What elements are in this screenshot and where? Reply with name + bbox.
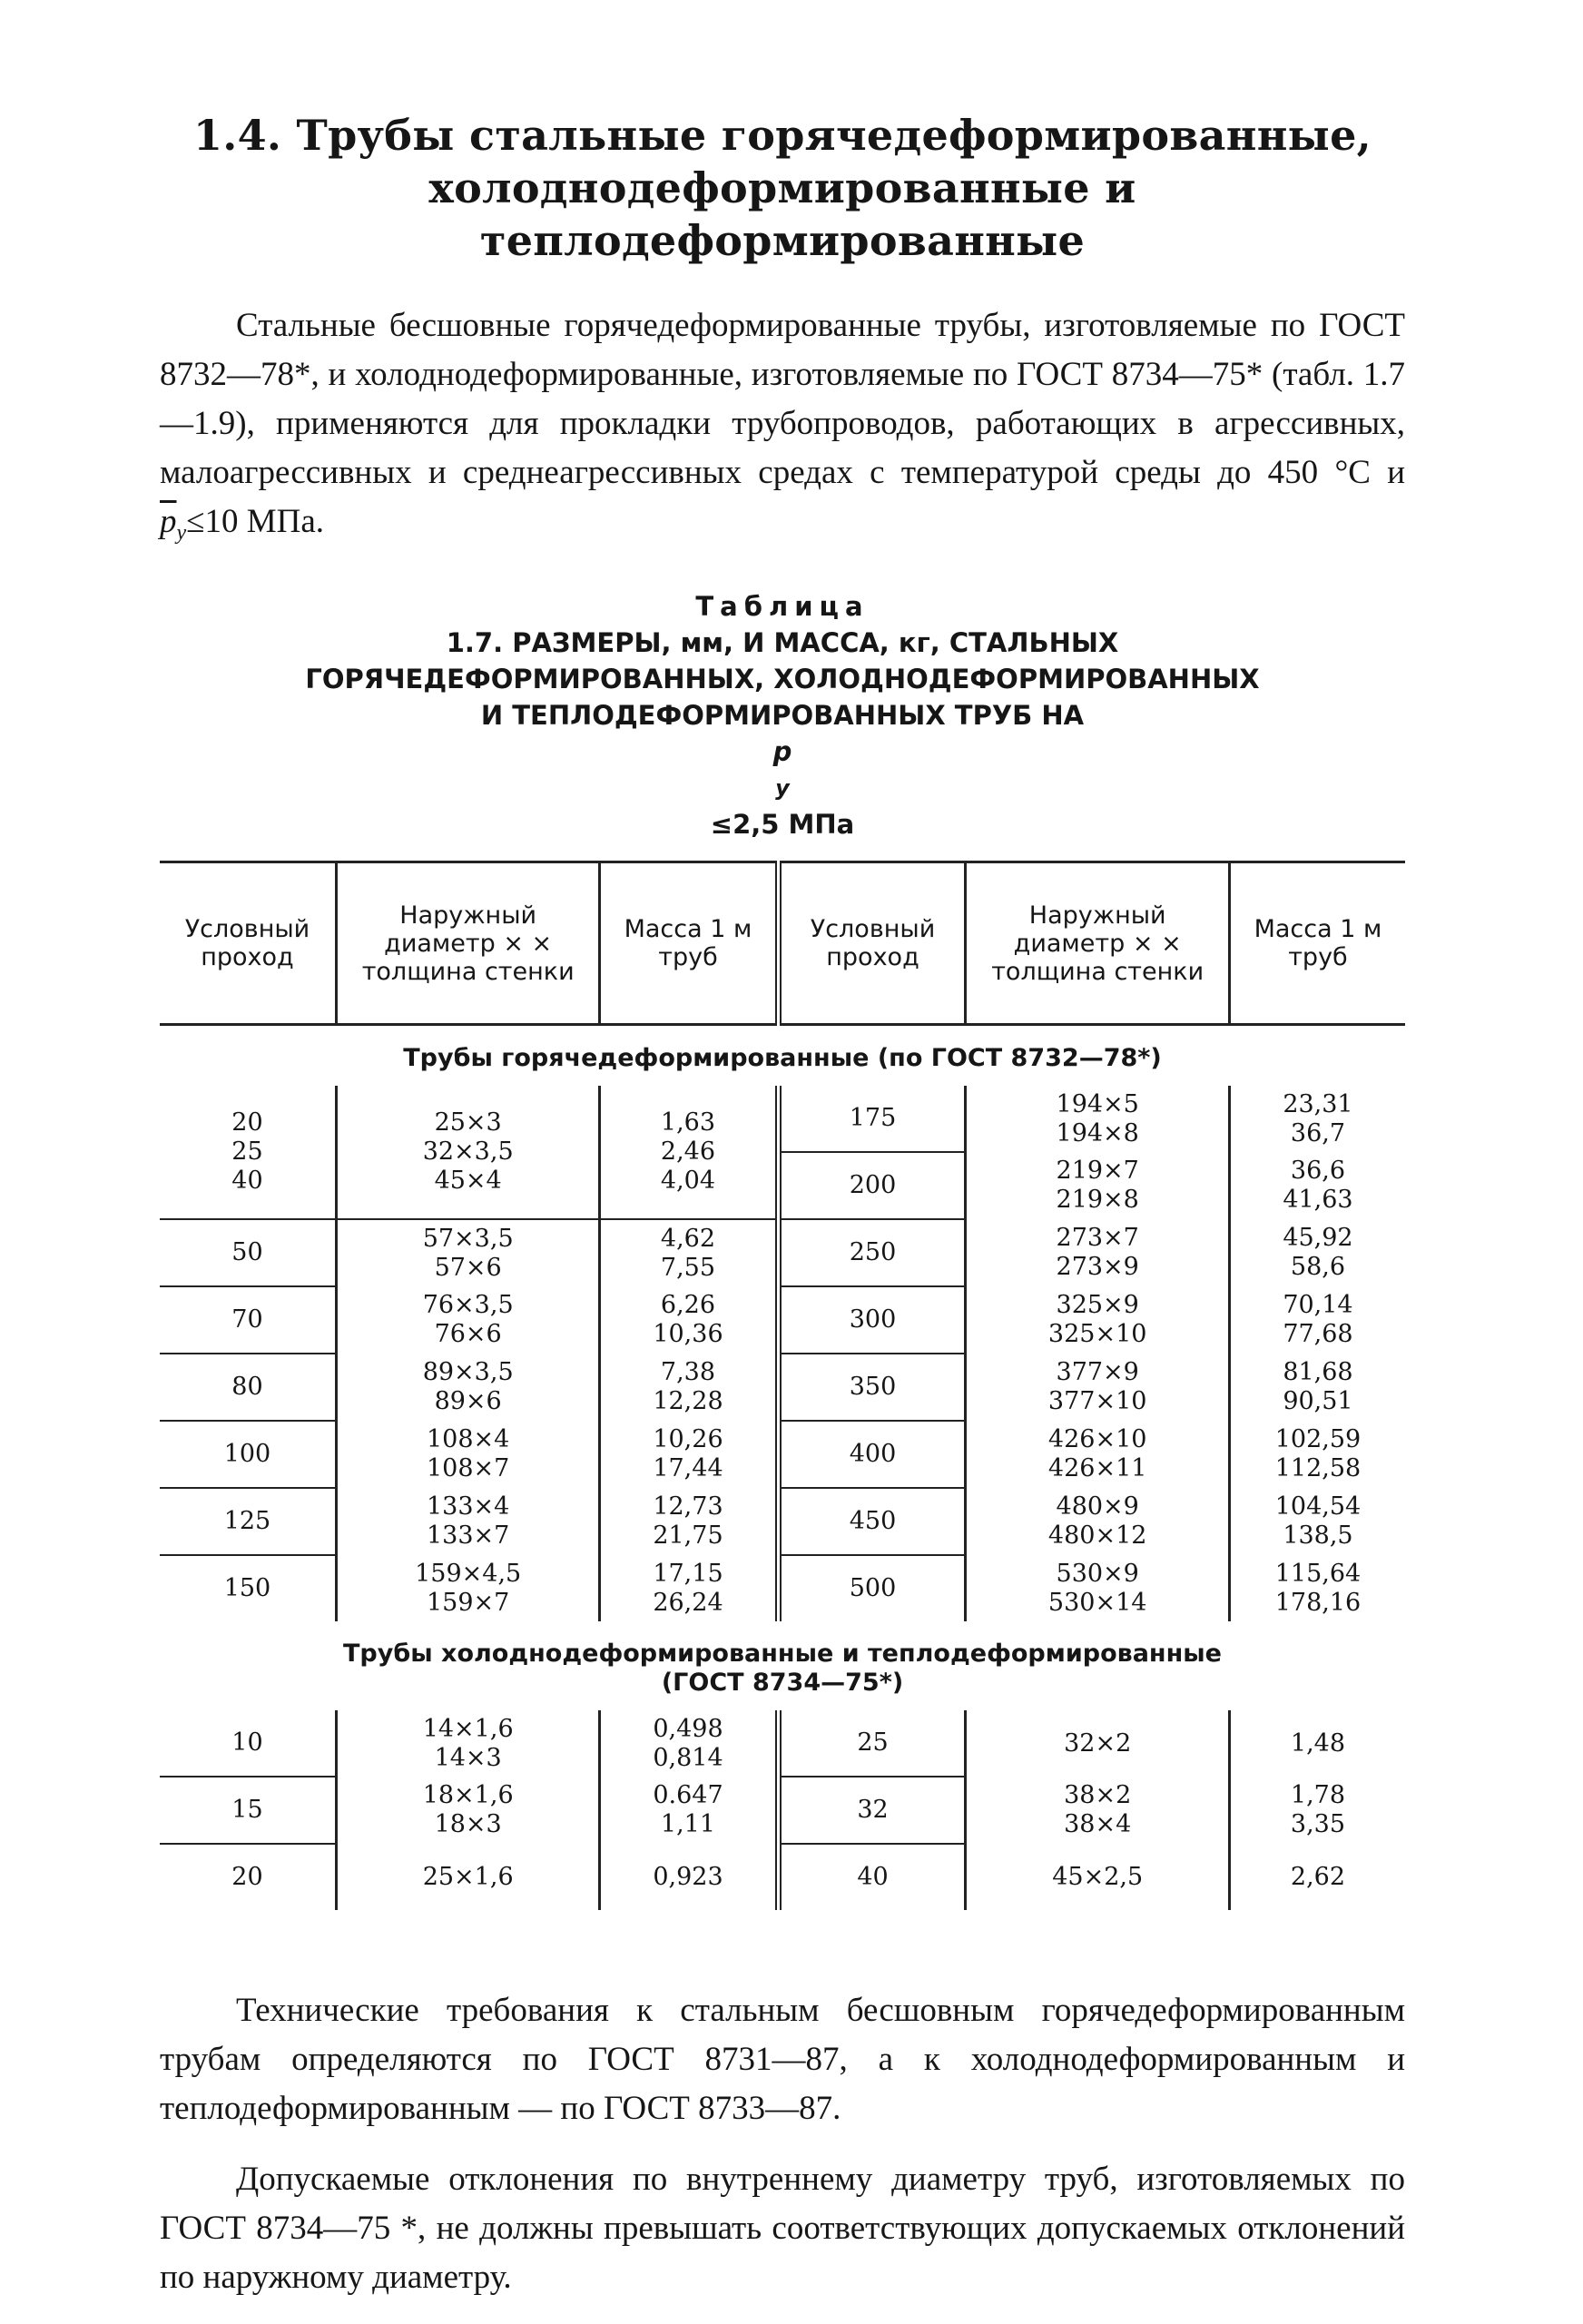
dn-value: 500	[778, 1555, 966, 1621]
intro-paragraph	[160, 301, 1405, 557]
table-caption	[160, 588, 1405, 842]
header-mass-left: Масса 1 м труб	[600, 862, 778, 1025]
size-value: 45×2,5	[966, 1844, 1229, 1910]
group-1-title: Трубы горячедеформированные (по ГОСТ 8732—78*)	[403, 1044, 1162, 1072]
mass-value: 7,55	[660, 1253, 716, 1282]
dn-value: 20	[231, 1108, 263, 1137]
size-value: 89×3,5	[422, 1358, 514, 1386]
size-value: 273×9	[1056, 1253, 1139, 1281]
size-value: 38×2	[1064, 1781, 1132, 1809]
mass-value: 178,16	[1274, 1588, 1362, 1617]
section-title	[160, 109, 1405, 267]
table-row	[160, 1286, 1405, 1354]
size-value: 325×9	[1056, 1291, 1139, 1319]
size-value: 219×7	[1056, 1157, 1139, 1185]
cell	[160, 1621, 1405, 1710]
mass-value: 12,28	[653, 1387, 723, 1415]
size-value: 32×3,5	[422, 1137, 514, 1166]
size-value: 377×9	[1056, 1358, 1139, 1386]
size-value: 159×7	[427, 1588, 510, 1617]
dn-value: 250	[778, 1219, 966, 1286]
mass-value: 0.647	[653, 1781, 723, 1809]
table-row	[160, 1844, 1405, 1910]
header-diameter-right: Наружный диаметр × × толщина стенки	[966, 862, 1229, 1025]
mass-value: 41,63	[1283, 1186, 1353, 1214]
cell	[600, 1777, 778, 1844]
size-value: 480×12	[1047, 1521, 1147, 1550]
cell	[336, 1354, 599, 1421]
mass-value: 7,38	[660, 1358, 716, 1386]
size-value: 14×1,6	[422, 1714, 514, 1743]
dn-value: 10	[160, 1710, 336, 1777]
size-value: 14×3	[434, 1743, 502, 1772]
mass-value: 70,14	[1283, 1291, 1353, 1319]
mass-value: 1,63	[660, 1108, 716, 1137]
mass-value: 115,64	[1274, 1559, 1362, 1588]
section-title-line-1: 1.4. Трубы стальные горячедеформированные,	[193, 111, 1372, 160]
mass-value: 1,48	[1290, 1728, 1346, 1758]
mass-value: 138,5	[1283, 1521, 1353, 1550]
size-value: 133×4	[427, 1492, 510, 1521]
table-row	[160, 1710, 1405, 1777]
intro-ending: ≤10 МПа.	[186, 503, 325, 540]
mass-value: 102,59	[1274, 1425, 1362, 1453]
cell	[966, 1219, 1229, 1286]
cell	[1229, 1777, 1405, 1844]
size-value: 530×14	[1047, 1588, 1147, 1617]
cell	[1229, 1086, 1405, 1152]
table-row	[160, 1354, 1405, 1421]
pressure-symbol: $\overline{p}$	[160, 503, 177, 540]
mass-value: 0,498	[653, 1714, 723, 1743]
dn-value: 400	[778, 1421, 966, 1488]
mass-value: 58,6	[1290, 1253, 1346, 1281]
cell	[1229, 1421, 1405, 1488]
dn-value: 150	[160, 1555, 336, 1621]
cell	[336, 1555, 599, 1621]
size-value: 530×9	[1056, 1559, 1139, 1588]
size-value: 133×7	[427, 1521, 510, 1550]
size-value: 45×4	[434, 1167, 502, 1195]
mass-value: 2,46	[660, 1137, 716, 1166]
mass-value: 17,15	[653, 1559, 723, 1588]
table-row	[160, 1086, 1405, 1152]
table-header-row	[160, 862, 1405, 1025]
table-row	[160, 1488, 1405, 1555]
size-value: 76×3,5	[422, 1291, 514, 1319]
size-value: 426×10	[1047, 1425, 1147, 1453]
mass-value: 6,26	[660, 1291, 716, 1319]
dn-value: 450	[778, 1488, 966, 1555]
dn-value: 200	[778, 1152, 966, 1219]
dn-value: 25	[231, 1137, 263, 1166]
size-value: 159×4,5	[415, 1559, 522, 1588]
cell	[600, 1219, 778, 1286]
cell	[966, 1777, 1229, 1844]
mass-value: 21,75	[653, 1521, 723, 1550]
mass-value: 1,78	[1290, 1781, 1346, 1809]
mass-value: 104,54	[1274, 1492, 1362, 1521]
mass-value: 10,36	[653, 1320, 723, 1348]
cell	[600, 1710, 778, 1777]
mass-value: 45,92	[1283, 1224, 1353, 1252]
size-value: 194×5	[1056, 1089, 1139, 1118]
cell	[336, 1219, 599, 1286]
mass-value: 0,923	[600, 1844, 778, 1910]
cell	[1229, 1488, 1405, 1555]
caption-p: p	[772, 736, 792, 767]
closing-paragraph-2: Допускаемые отклонения по внутреннему диаметру труб, изготовляемых по ГОСТ 8734—75 *, не должны превышать соответствующих допускаемых отклонений по наружному диаметру.	[160, 2161, 1405, 2296]
mass-value: 36,6	[1290, 1157, 1346, 1185]
cell	[600, 1086, 778, 1219]
cell	[966, 1488, 1229, 1555]
section-title-line-2: холоднодеформированные и теплодеформированные	[428, 163, 1136, 265]
table-row	[160, 1421, 1405, 1488]
dn-value: 100	[160, 1421, 336, 1488]
group-2-title-line-1: Трубы холоднодеформированные и теплодеформированные	[343, 1640, 1222, 1668]
header-nominal-right: Условный проход	[778, 862, 966, 1025]
dn-value: 350	[778, 1354, 966, 1421]
mass-value: 77,68	[1283, 1320, 1353, 1348]
caption-line-2: ГОРЯЧЕДЕФОРМИРОВАННЫХ, ХОЛОДНОДЕФОРМИРОВАННЫХ	[305, 664, 1260, 694]
cell	[336, 1777, 599, 1844]
group-2-title-row	[160, 1621, 1405, 1710]
cell	[336, 1286, 599, 1354]
mass-value: 10,26	[653, 1425, 723, 1453]
size-value: 25×3	[434, 1108, 502, 1137]
table-row	[160, 1777, 1405, 1844]
closing-paragraph-1: Технические требования к стальным бесшовным горячедеформированным трубам определяются по ГОСТ 8731—87, а к холоднодеформированным и теплодеформированным — по ГОСТ 8733—87.	[160, 1992, 1405, 2127]
cell	[336, 1086, 599, 1219]
group-2-title-line-2: (ГОСТ 8734—75*)	[661, 1669, 904, 1697]
cell	[1229, 1555, 1405, 1621]
size-value: 57×3,5	[422, 1224, 514, 1253]
caption-line-3-end: ≤2,5 МПа	[710, 809, 855, 840]
size-value: 76×6	[434, 1320, 502, 1348]
header-mass-right: Масса 1 м труб	[1229, 862, 1405, 1025]
size-value: 18×3	[434, 1810, 502, 1838]
caption-line-3-start: И ТЕПЛОДЕФОРМИРОВАННЫХ ТРУБ НА	[480, 700, 1085, 731]
cell	[600, 1488, 778, 1555]
size-value: 38×4	[1064, 1810, 1132, 1838]
size-value: 57×6	[434, 1253, 502, 1282]
group-1-title-row	[160, 1025, 1405, 1087]
dn-value: 175	[778, 1086, 966, 1152]
size-value: 325×10	[1047, 1320, 1147, 1348]
mass-value: 36,7	[1290, 1118, 1346, 1147]
pressure-subscript: у	[176, 521, 187, 545]
cell	[966, 1354, 1229, 1421]
caption-p-sub: у	[775, 775, 790, 801]
cell	[336, 1710, 599, 1777]
dn-value: 20	[160, 1844, 336, 1910]
mass-value: 12,73	[653, 1492, 723, 1521]
size-value: 25×1,6	[336, 1844, 599, 1910]
caption-line-3	[160, 697, 1405, 842]
cell	[1229, 1219, 1405, 1286]
cell	[600, 1354, 778, 1421]
mass-value: 1,11	[660, 1810, 716, 1838]
header-diameter-left: Наружный диаметр × × толщина стенки	[336, 862, 599, 1025]
cell	[336, 1421, 599, 1488]
mass-value: 23,31	[1283, 1089, 1353, 1118]
intro-text: Стальные бесшовные горячедеформированные трубы, изготовляемые по ГОСТ 8732—78*, и холоднодеформированные, изготовляемые по ГОСТ 8734—75* (табл. 1.7—1.9), применяются для прокладки трубопроводов, работающих в агрессивных, малоагрессивных и среднеагрессивных средах с температурой среды до 450 °С и	[160, 307, 1405, 491]
cell	[336, 1488, 599, 1555]
dn-value: 32	[778, 1777, 966, 1844]
cell	[160, 1086, 336, 1219]
caption-label: Таблица	[695, 591, 870, 622]
pipe-dimensions-table	[160, 861, 1405, 1910]
cell	[1229, 1152, 1405, 1219]
size-value: 194×8	[1056, 1118, 1139, 1147]
header-nominal-left: Условный проход	[160, 862, 336, 1025]
mass-value: 0,814	[653, 1743, 723, 1772]
dn-value: 125	[160, 1488, 336, 1555]
mass-value: 90,51	[1283, 1387, 1353, 1415]
mass-value: 4,04	[660, 1167, 716, 1195]
cell	[600, 1421, 778, 1488]
dn-value: 70	[160, 1286, 336, 1354]
dn-value: 50	[160, 1219, 336, 1286]
size-value: 273×7	[1056, 1224, 1139, 1252]
size-value: 377×10	[1047, 1387, 1147, 1415]
table-row	[160, 1219, 1405, 1286]
cell	[966, 1555, 1229, 1621]
cell	[966, 1286, 1229, 1354]
dn-value: 40	[778, 1844, 966, 1910]
mass-value: 3,35	[1290, 1810, 1346, 1838]
size-value: 426×11	[1047, 1454, 1147, 1482]
dn-value: 300	[778, 1286, 966, 1354]
dn-value: 40	[231, 1167, 263, 1195]
cell	[1229, 1286, 1405, 1354]
size-value: 108×7	[427, 1454, 510, 1482]
document-page	[160, 109, 1405, 2324]
cell	[966, 1152, 1229, 1219]
cell	[966, 1086, 1229, 1152]
cell	[1229, 1354, 1405, 1421]
mass-value: 4,62	[660, 1224, 716, 1253]
size-value: 89×6	[434, 1387, 502, 1415]
caption-line-1-rest: 1.7. РАЗМЕРЫ, мм, И МАССА, кг, СТАЛЬНЫХ	[446, 627, 1119, 658]
size-value: 108×4	[427, 1425, 510, 1453]
dn-value: 15	[160, 1777, 336, 1844]
mass-value: 26,24	[653, 1588, 723, 1617]
dn-value: 80	[160, 1354, 336, 1421]
mass-value: 81,68	[1283, 1358, 1353, 1386]
table-row	[160, 1555, 1405, 1621]
size-value: 18×1,6	[422, 1781, 514, 1809]
closing-section	[160, 1986, 1405, 2302]
cell	[600, 1286, 778, 1354]
size-value: 480×9	[1056, 1492, 1139, 1521]
cell	[600, 1555, 778, 1621]
mass-value: 2,62	[1290, 1862, 1346, 1891]
size-value: 219×8	[1056, 1186, 1139, 1214]
size-value: 32×2	[966, 1710, 1229, 1777]
mass-value: 112,58	[1274, 1454, 1362, 1482]
dn-value: 25	[778, 1710, 966, 1777]
mass-value: 17,44	[653, 1454, 723, 1482]
cell	[966, 1421, 1229, 1488]
caption-line-1	[160, 588, 1405, 661]
